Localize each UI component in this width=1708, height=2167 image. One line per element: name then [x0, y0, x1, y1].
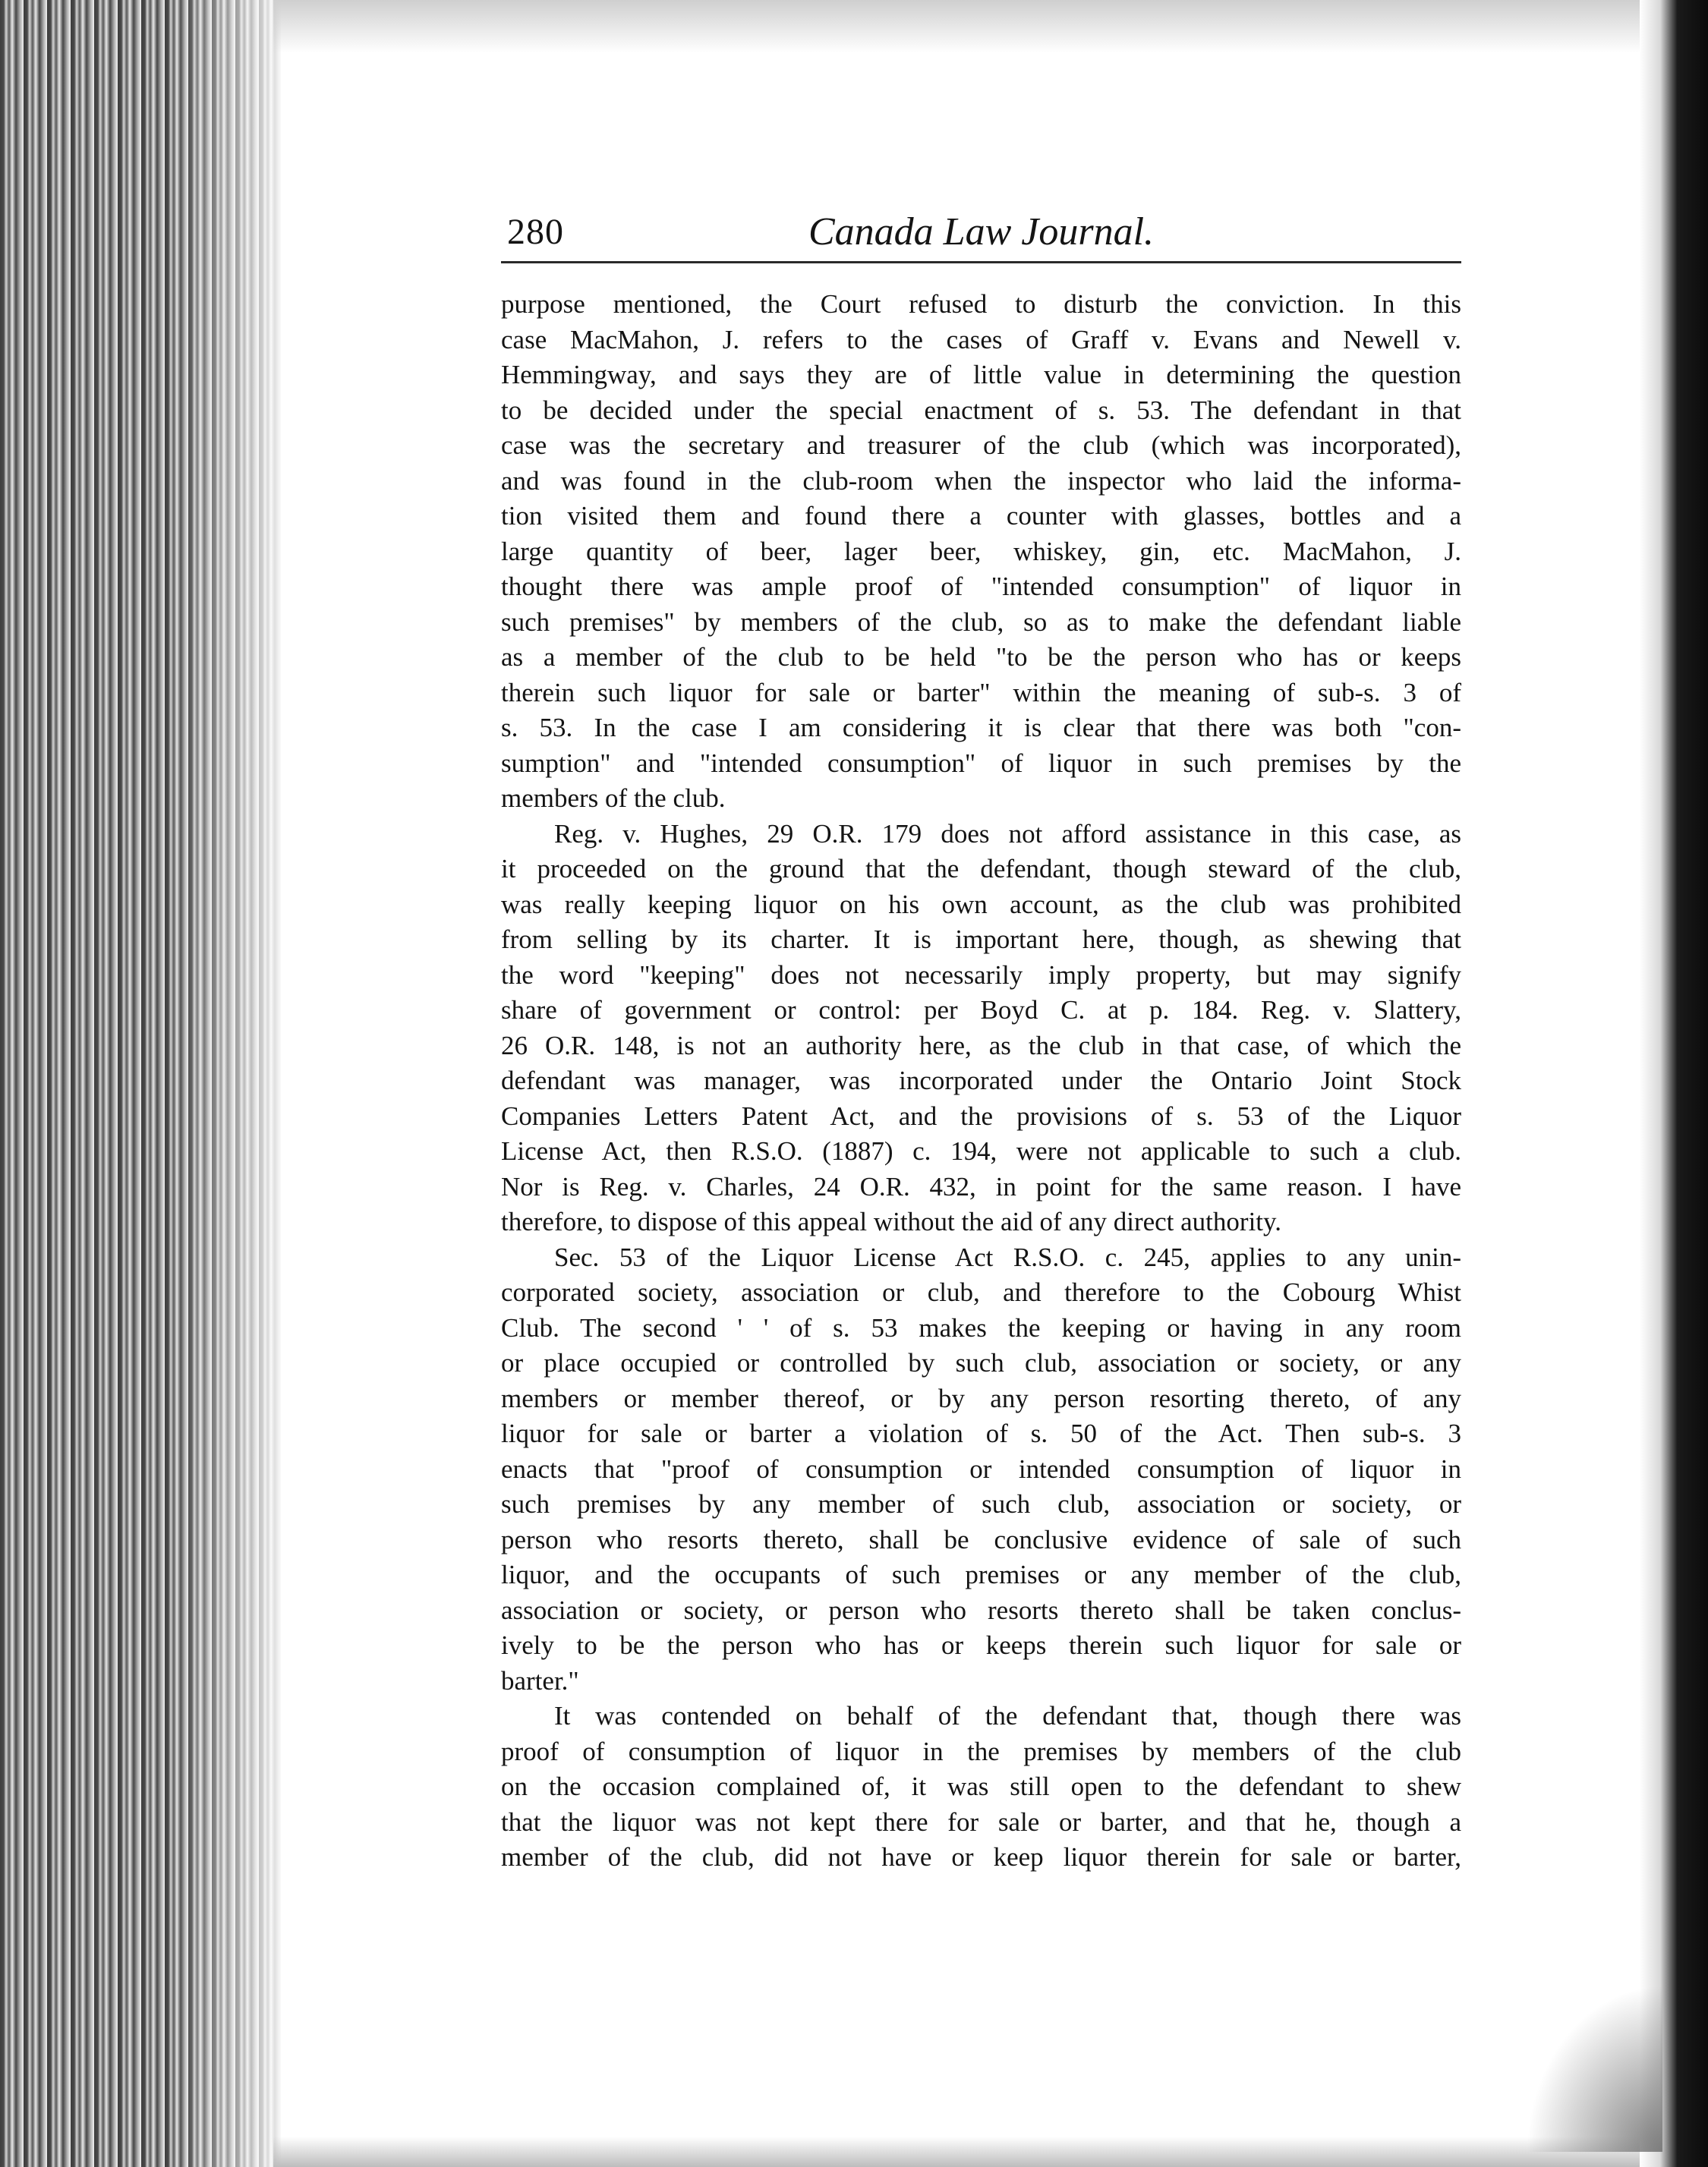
- text-line: liquor, and the occupants of such premises or any member of the club,: [501, 1560, 1461, 1589]
- text-line: defendant was manager, was incorporated under the Ontario Joint Stock: [501, 1066, 1461, 1095]
- text-line: from selling by its charter. It is important here, though, as shewing that: [501, 924, 1461, 954]
- journal-title: Canada Law Journal.: [808, 210, 1155, 254]
- text-line: members of the club.: [501, 783, 726, 813]
- text-line: as a member of the club to be held "to be the person who has or keeps: [501, 642, 1461, 672]
- text-line: to be decided under the special enactment of s. 53. The defendant in that: [501, 395, 1461, 425]
- text-line: members or member thereof, or by any person resorting thereto, of any: [501, 1383, 1461, 1413]
- text-line: therefore, to dispose of this appeal without the aid of any direct authority.: [501, 1207, 1281, 1236]
- body-text: [501, 287, 1461, 1876]
- page-right-edge: [1640, 0, 1708, 2167]
- text-line: and was found in the club-room when the inspector who laid the informa-: [501, 465, 1461, 496]
- text-line: member of the club, did not have or keep liquor therein for sale or barter,: [501, 1842, 1461, 1872]
- page-number: 280: [507, 212, 564, 252]
- text-line: enacts that "proof of consumption or intended consumption of liquor in: [501, 1454, 1461, 1484]
- text-line: case MacMahon, J. refers to the cases of Graff v. Evans and Newell v.: [501, 324, 1461, 354]
- text-line: Hemmingway, and says they are of little value in determining the question: [501, 360, 1461, 389]
- text-line: was really keeping liquor on his own account, as the club was prohibited: [501, 889, 1461, 919]
- text-line: large quantity of beer, lager beer, whiskey, gin, etc. MacMahon, J.: [501, 536, 1461, 566]
- page-top-shadow: [273, 0, 1647, 53]
- text-line: such premises" by members of the club, so as to make the defendant liable: [501, 606, 1461, 637]
- text-line: therein such liquor for sale or barter" within the meaning of sub-s. 3 of: [501, 677, 1461, 707]
- text-line: sumption" and "intended consumption" of liquor in such premises by the: [501, 748, 1461, 778]
- text-line: Companies Letters Patent Act, and the provisions of s. 53 of the Liquor: [501, 1101, 1461, 1131]
- text-line: corporated society, association or club, and therefore to the Cobourg Whist: [501, 1277, 1461, 1307]
- text-line: Sec. 53 of the Liquor License Act R.S.O. c. 245, applies to any unin-: [554, 1242, 1461, 1272]
- text-line: thought there was ample proof of "intended consumption" of liquor in: [501, 572, 1461, 601]
- text-line: liquor for sale or barter a violation of s. 50 of the Act. Then sub-s. 3: [501, 1419, 1461, 1448]
- text-line: such premises by any member of such club, association or society, or: [501, 1489, 1461, 1519]
- text-line: ively to be the person who has or keeps therein such liquor for sale or: [501, 1630, 1461, 1660]
- text-line: proof of consumption of liquor in the premises by members of the club: [501, 1736, 1461, 1766]
- text-line: on the occasion complained of, it was still open to the defendant to shew: [501, 1772, 1461, 1801]
- text-line: the word "keeping" does not necessarily imply property, but may signify: [501, 959, 1461, 990]
- text-line: that the liquor was not kept there for sale or barter, and that he, though a: [501, 1806, 1461, 1837]
- page-corner-curl: [1526, 1985, 1662, 2152]
- text-line: Reg. v. Hughes, 29 O.R. 179 does not afford assistance in this case, as: [554, 818, 1461, 849]
- text-line: case was the secretary and treasurer of the club (which was incorporated),: [501, 430, 1461, 460]
- text-line: association or society, or person who resorts thereto shall be taken conclus-: [501, 1595, 1461, 1625]
- text-line: 26 O.R. 148, is not an authority here, as the club in that case, of which the: [501, 1030, 1461, 1060]
- running-head: [501, 205, 1461, 266]
- text-line: person who resorts thereto, shall be conclusive evidence of sale of such: [501, 1524, 1461, 1554]
- text-line: or place occupied or controlled by such club, association or society, or any: [501, 1348, 1461, 1378]
- text-line: barter.": [501, 1665, 579, 1696]
- text-line: License Act, then R.S.O. (1887) c. 194, were not applicable to such a club.: [501, 1136, 1461, 1166]
- text-line: tion visited them and found there a counter with glasses, bottles and a: [501, 501, 1461, 531]
- text-line: purpose mentioned, the Court refused to disturb the conviction. In this: [501, 289, 1461, 319]
- text-line: it proceeded on the ground that the defendant, though steward of the club,: [501, 854, 1461, 883]
- gutter-fade: [175, 0, 296, 2167]
- text-line: It was contended on behalf of the defendant that, though there was: [554, 1701, 1461, 1731]
- text-line: share of government or control: per Boyd C. at p. 184. Reg. v. Slattery,: [501, 995, 1461, 1025]
- header-rule: [501, 261, 1461, 263]
- text-line: Nor is Reg. v. Charles, 24 O.R. 432, in point for the same reason. I have: [501, 1171, 1461, 1202]
- page-bottom-shadow: [273, 2137, 1647, 2167]
- text-line: Club. The second ' ' of s. 53 makes the keeping or having in any room: [501, 1312, 1461, 1343]
- text-line: s. 53. In the case I am considering it is clear that there was both "con-: [501, 713, 1461, 742]
